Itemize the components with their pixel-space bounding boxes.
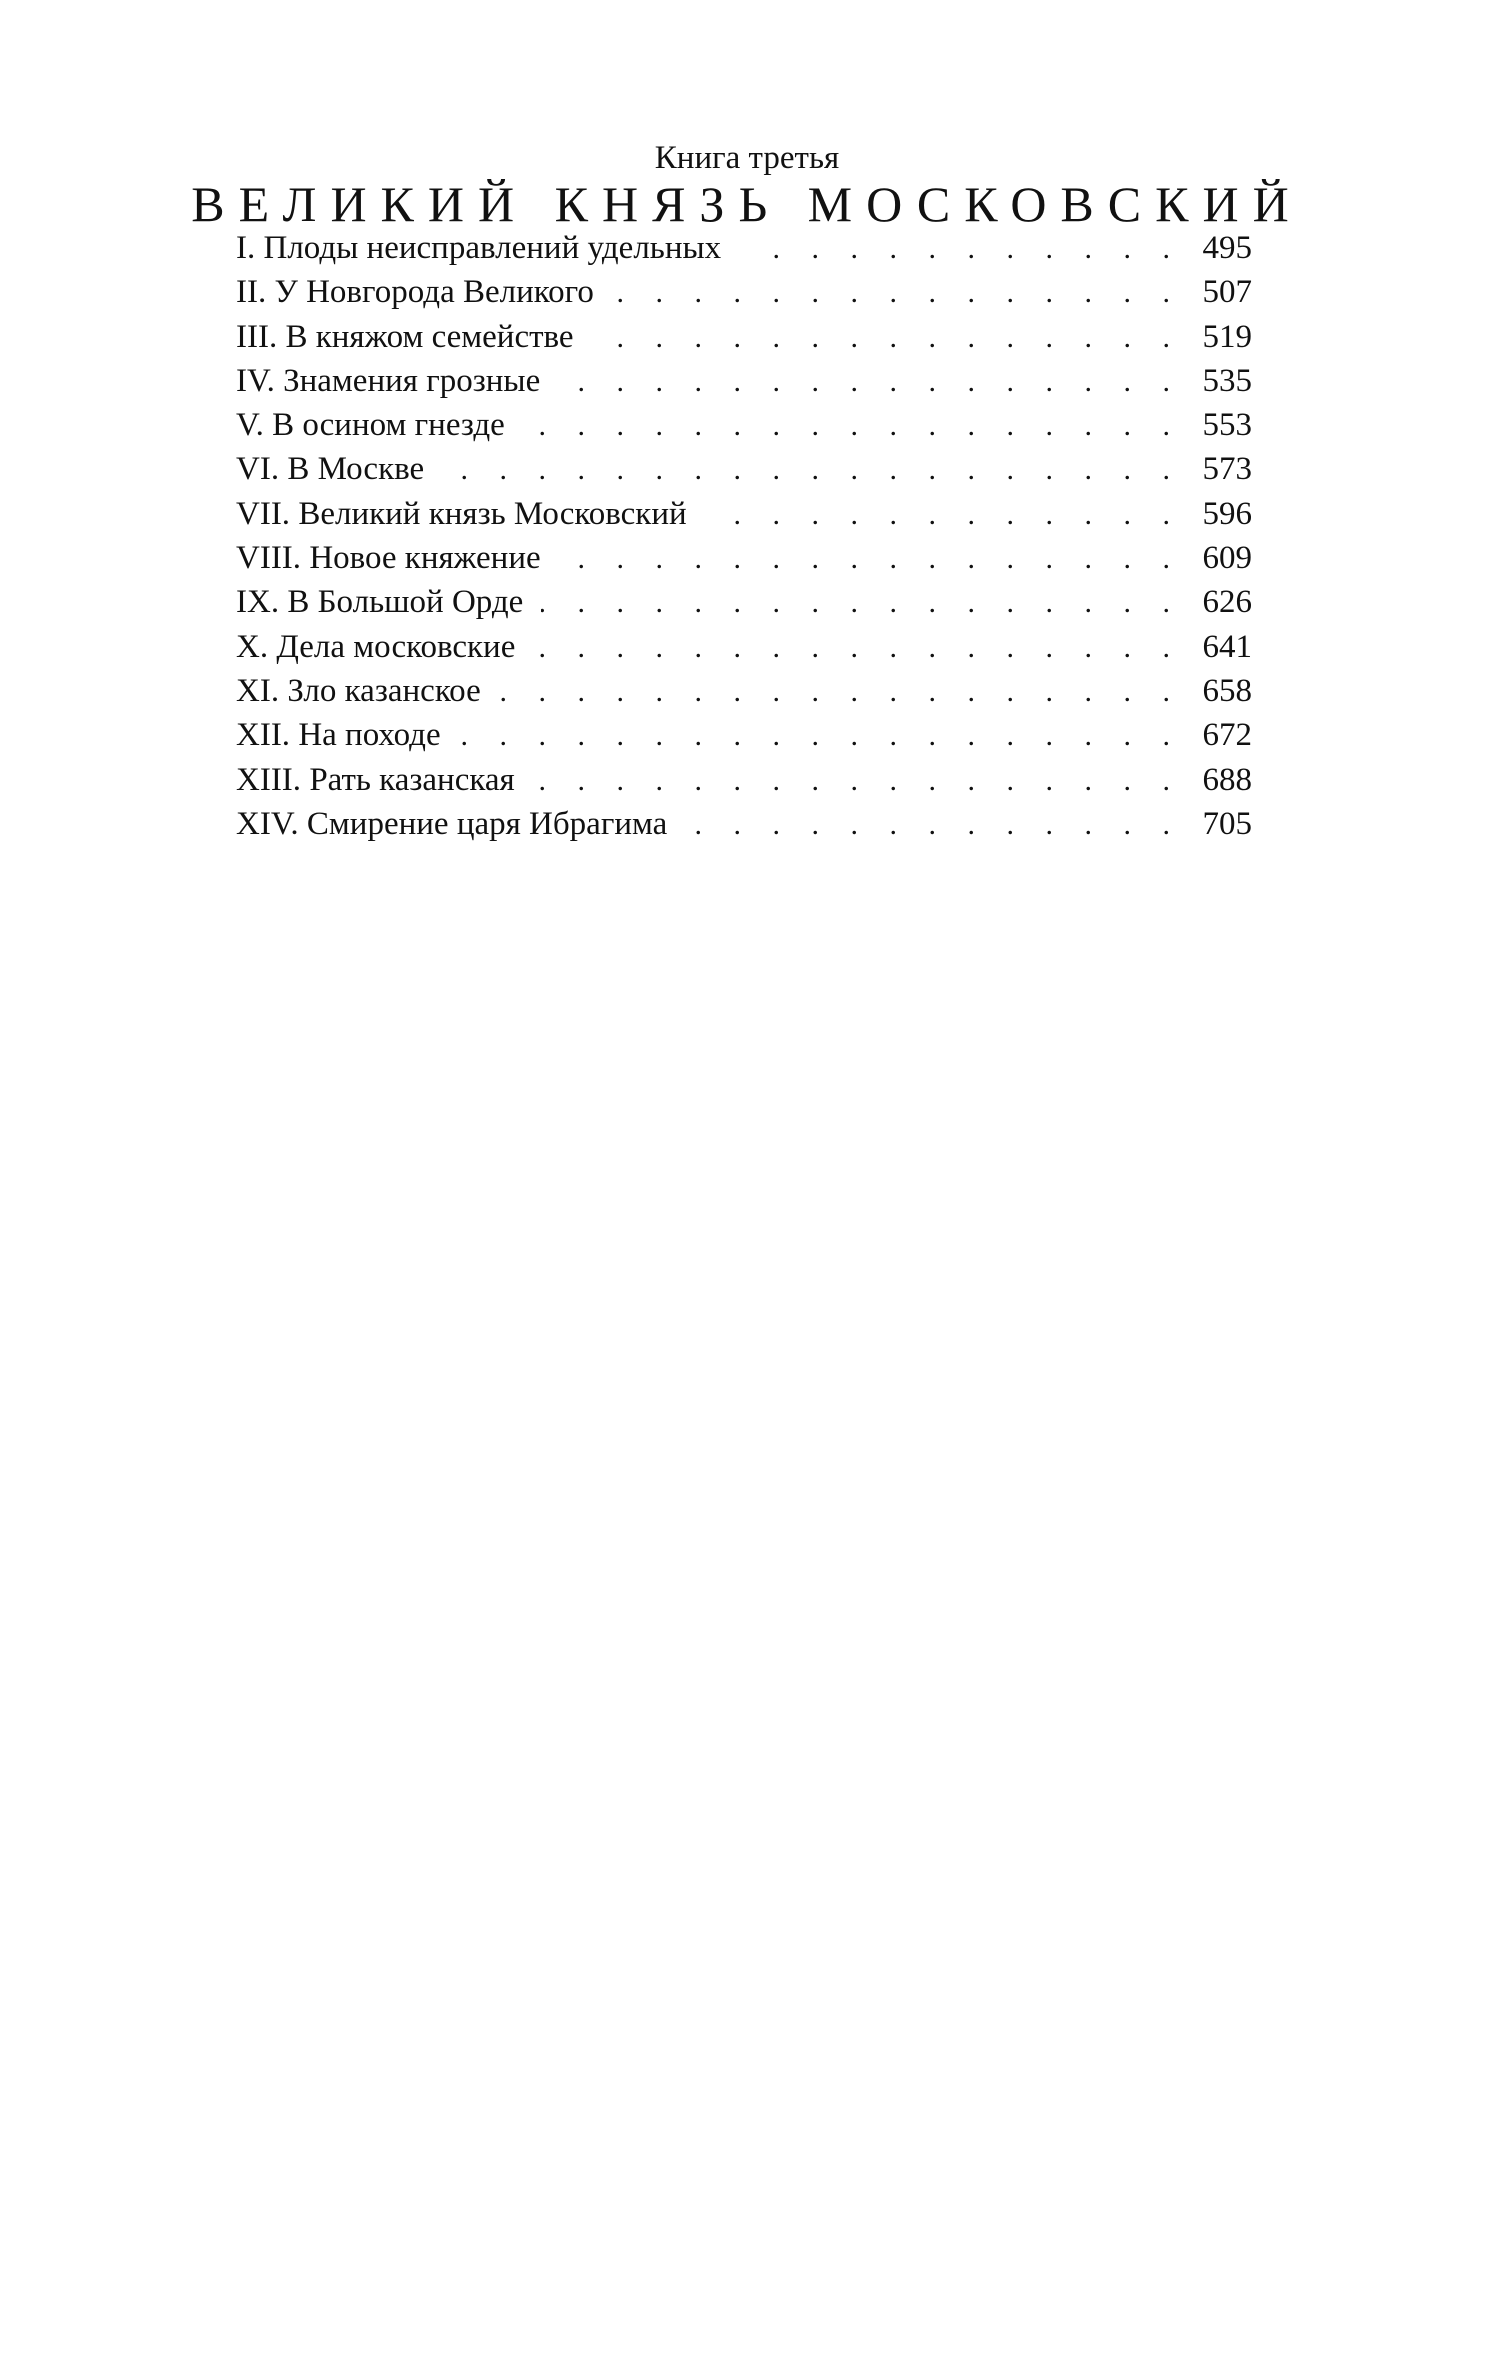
- chapter-title: Смирение царя Ибрагима: [306, 805, 668, 842]
- chapter-title: В Москве: [287, 451, 425, 488]
- dot-leader: [558, 360, 1182, 403]
- chapter-title: Великий князь Московский: [298, 495, 687, 532]
- dot-leader: [739, 227, 1182, 270]
- chapter-title: Новое княжение: [309, 540, 541, 577]
- table-of-contents: [236, 226, 1252, 846]
- dot-leader: [612, 271, 1182, 314]
- book-title: ВЕЛИКИЙ КНЯЗЬ МОСКОВСКИЙ: [191, 176, 1303, 232]
- chapter-title: В осином гнезде: [272, 407, 505, 444]
- dot-leader: [523, 404, 1182, 447]
- page-number: 688: [1202, 761, 1252, 798]
- dot-leader: [442, 448, 1182, 491]
- toc-entry[interactable]: [236, 580, 1252, 624]
- chapter-number: III.: [236, 318, 278, 355]
- page-number: 609: [1202, 540, 1252, 577]
- chapter-number: VII.: [236, 495, 291, 532]
- chapter-title: Рать казанская: [309, 761, 515, 798]
- toc-entry[interactable]: [236, 315, 1252, 359]
- page-number: 507: [1202, 274, 1252, 311]
- dot-leader: [559, 537, 1182, 580]
- page-number: 535: [1202, 362, 1252, 399]
- chapter-title: У Новгорода Великого: [274, 274, 594, 311]
- toc-entry[interactable]: [236, 403, 1252, 447]
- toc-entry[interactable]: [236, 447, 1252, 491]
- chapter-number: X.: [236, 628, 269, 665]
- page-number: 573: [1202, 451, 1252, 488]
- toc-entry[interactable]: [236, 270, 1252, 314]
- dot-leader: [533, 759, 1182, 802]
- chapter-title: В Большой Орде: [287, 584, 524, 621]
- chapter-title: В княжом семействе: [285, 318, 574, 355]
- toc-entry[interactable]: [236, 802, 1252, 846]
- toc-entry[interactable]: [236, 226, 1252, 270]
- chapter-number: I.: [236, 230, 256, 266]
- book-label: Книга третья: [654, 140, 840, 176]
- page-number: 596: [1202, 495, 1252, 532]
- chapter-title: Дела московские: [276, 628, 516, 665]
- chapter-title: На походе: [298, 717, 441, 754]
- page-number: 672: [1202, 717, 1252, 754]
- dot-leader: [459, 714, 1182, 757]
- chapter-number: VIII.: [236, 540, 302, 577]
- toc-entry[interactable]: [236, 669, 1252, 713]
- toc-entry[interactable]: [236, 625, 1252, 669]
- toc-entry[interactable]: [236, 492, 1252, 536]
- chapter-number: VI.: [236, 451, 280, 488]
- dot-leader: [541, 581, 1182, 624]
- chapter-number: XIII.: [236, 761, 302, 798]
- toc-entry[interactable]: [236, 713, 1252, 757]
- chapter-number: XII.: [236, 717, 291, 754]
- chapter-number: XI.: [236, 672, 280, 709]
- chapter-number: IV.: [236, 362, 275, 399]
- page-number: 495: [1202, 230, 1252, 266]
- page-number: 705: [1202, 805, 1252, 842]
- chapter-title: Знамения грозные: [283, 362, 541, 399]
- chapter-number: XIV.: [236, 805, 299, 842]
- chapter-title: Зло казанское: [287, 672, 481, 709]
- chapter-title: Плоды неисправлений удельных: [263, 230, 722, 266]
- dot-leader: [592, 316, 1182, 359]
- page-number: 519: [1202, 318, 1252, 355]
- chapter-number: II.: [236, 274, 267, 311]
- chapter-number: IX.: [236, 584, 280, 621]
- toc-entry[interactable]: [236, 359, 1252, 403]
- toc-entry[interactable]: [236, 758, 1252, 802]
- toc-entry[interactable]: [236, 536, 1252, 580]
- dot-leader: [533, 626, 1182, 669]
- page-number: 658: [1202, 672, 1252, 709]
- page-number: 641: [1202, 628, 1252, 665]
- dot-leader: [685, 803, 1182, 846]
- chapter-number: V.: [236, 407, 264, 444]
- page-number: 626: [1202, 584, 1252, 621]
- page-number: 553: [1202, 407, 1252, 444]
- dot-leader: [499, 670, 1182, 713]
- dot-leader: [705, 493, 1182, 536]
